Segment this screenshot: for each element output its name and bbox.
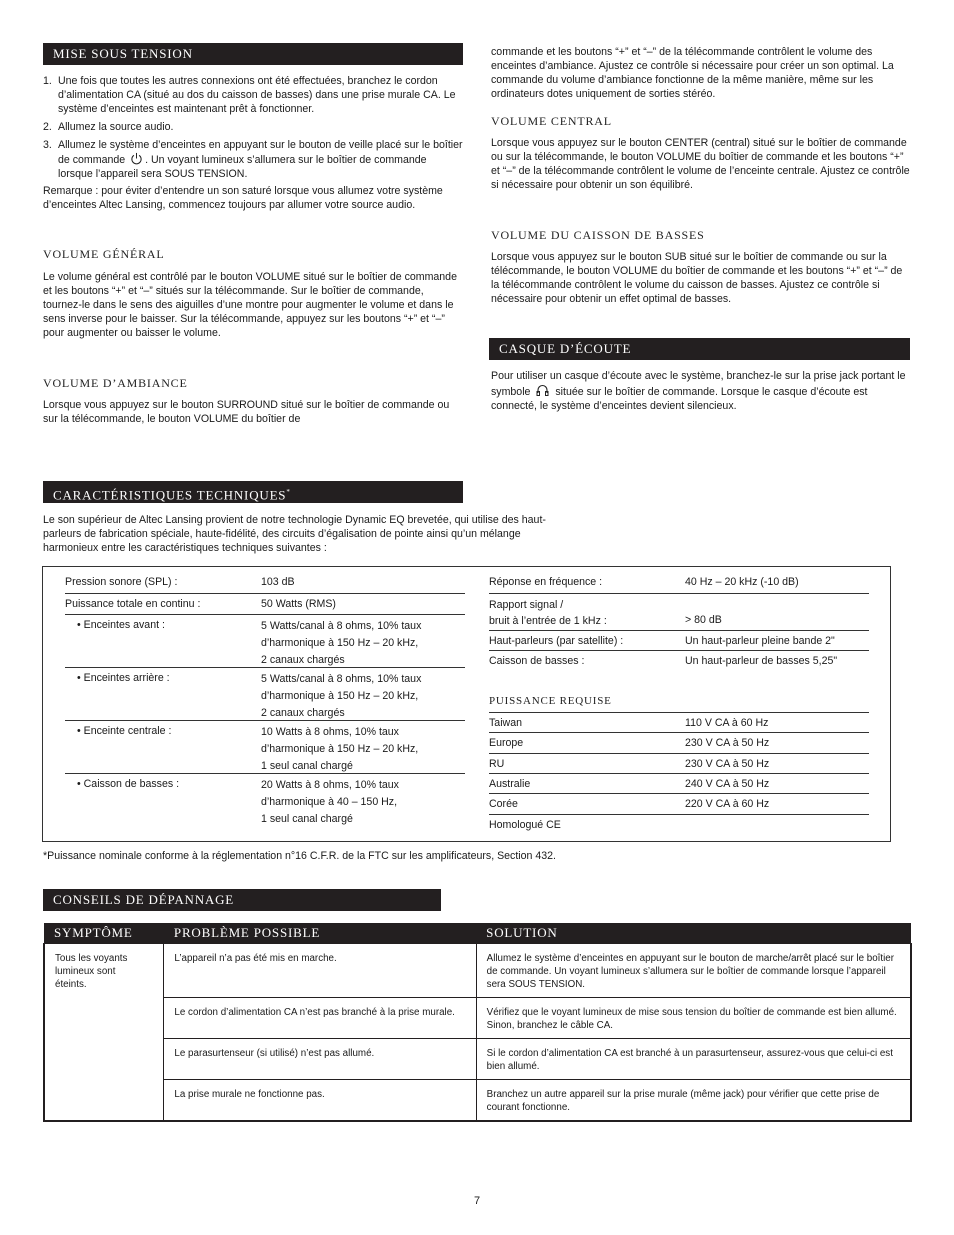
headphones-text: Pour utiliser un casque d’écoute avec le système, branchez-le sur la prise jack portant le symbole située sur le boîtier de commande. Lorsque le casque d’écoute est connecté, le système d’enceintes devient silencieux. [491, 370, 906, 412]
problem-cell: La prise murale ne fonctionne pas. [164, 1079, 476, 1121]
solution-column-header: SOLUTION [476, 923, 911, 943]
spec-row: • Enceintes avant : 5 Watts/canal à 8 ohms, 10% taux d’harmonique à 150 Hz – 20 kHz, 2 canaux chargés [65, 615, 465, 668]
spec-row: Pression sonore (SPL) : 103 dB [65, 572, 465, 594]
power-requirements-heading: PUISSANCE REQUISE [489, 695, 612, 707]
power-row: Taiwan 110 V CA à 60 Hz [489, 713, 869, 733]
spec-row: Réponse en fréquence : 40 Hz – 20 kHz (-10 dB) [489, 572, 869, 594]
specs-left-table [65, 572, 465, 834]
power-row: Corée 220 V CA à 60 Hz [489, 794, 869, 815]
center-volume-text: Lorsque vous appuyez sur le bouton CENTER (central) situé sur le boîtier de commande ou sur la télécommande, le bouton VOLUME du boîtier de commande et les boutons “+” et “–” de la télécommande contrôlent le volume de l’enceinte centrale. Ajustez ce contrôle si nécessaire pour obtenir un son équilibré. [491, 137, 910, 191]
spec-row: • Enceintes arrière : 5 Watts/canal à 8 ohms, 10% taux d’harmonique à 150 Hz – 20 kHz, 2 canaux chargés [65, 668, 465, 721]
specs-right-table [489, 572, 869, 834]
power-row: Homologué CE [489, 819, 561, 831]
headphones-icon [535, 383, 550, 397]
spec-row: Haut-parleurs (par satellite) : Un haut-parleur pleine bande 2" [489, 631, 869, 651]
page-number: 7 [473, 1195, 481, 1207]
specs-footnote: *Puissance nominale conforme à la réglementation n°16 C.F.R. de la FTC sur les amplificateurs, Section 432. [43, 850, 556, 862]
subwoofer-volume-text: Lorsque vous appuyez sur le bouton SUB situé sur le boîtier de commande ou sur la télécommande, le bouton VOLUME du boîtier de commande et les boutons “+” et “–” de la télécommande contrôlent le volume du caisson de basses. Ajustez ce contrôle si nécessaire pour obtenir un effet optimal de basses. [491, 251, 903, 305]
power-row: Europe 230 V CA à 50 Hz [489, 733, 869, 754]
symptom-column-header: SYMPTÔME [44, 923, 164, 943]
surround-volume-text-part1: Lorsque vous appuyez sur le bouton SURROUND situé sur le boîtier de commande ou sur la télécommande, le bouton VOLUME du boîtier de [43, 399, 450, 425]
specs-footnote-mark: * [286, 488, 291, 496]
table-row [44, 943, 911, 997]
power-on-heading: MISE SOUS TENSION [43, 43, 463, 65]
power-remark: Remarque : pour éviter d’entendre un son saturé lorsque vous allumez votre système d’enceintes Altec Lansing, commencez toujours par allumer votre source audio. [43, 185, 443, 211]
troubleshooting-table [43, 923, 912, 1122]
surround-volume-text-part2: commande et les boutons “+” et “–” de la télécommande contrôlent le volume des enceintes d’ambiance. Ajustez ce contrôle si nécessaire pour créer un son optimal. La commande du volume d’ambiance fonctionne de la même manière, même sur les ordinateurs dotes uniquement de sorties stéréo. [491, 46, 894, 100]
power-row: RU 230 V CA à 50 Hz [489, 754, 869, 774]
solution-cell: Vérifiez que le voyant lumineux de mise sous tension du boîtier de commande est bien allumé. Sinon, branchez le câble CA. [476, 997, 911, 1038]
spec-row: • Enceinte centrale : 10 Watts à 8 ohms, 10% taux d’harmonique à 150 Hz – 20 kHz, 1 seul canal chargé [65, 721, 465, 774]
table-row [44, 1038, 911, 1079]
table-row [44, 997, 911, 1038]
subwoofer-volume-heading: VOLUME DU CAISSON DE BASSES [491, 228, 705, 242]
problem-cell: L’appareil n’a pas été mis en marche. [164, 943, 476, 997]
spec-row: Caisson de basses : Un haut-parleur de basses 5,25" [489, 655, 838, 667]
troubleshooting-heading: CONSEILS DE DÉPANNAGE [43, 889, 441, 911]
power-step-1: 1. Une fois que toutes les autres connexions ont été effectuées, branchez le cordon d’alimentation CA (situé au dos du caisson de basses) dans une prise murale CA. Le système d’enceintes est maintenant prêt à fonctionner. [43, 75, 456, 115]
master-volume-heading: VOLUME GÉNÉRAL [43, 247, 165, 261]
symptom-cell: Tous les voyants lumineux sont éteints. [44, 943, 164, 1121]
table-row [44, 1079, 911, 1121]
master-volume-text: Le volume général est contrôlé par le bouton VOLUME situé sur le boîtier de commande et les boutons “+” et “–” situés sur la télécommande. Sur le boîtier de commande, tournez-le dans le sens des aiguilles d’une montre pour augmenter le volume et dans le sens inverse pour le baisser. Sur la télécommande, appuyez sur les boutons “+” et “–” pour augmenter ou baisser le volume. [43, 271, 457, 339]
specs-heading: CARACTÉRISTIQUES TECHNIQUES* [43, 481, 463, 503]
problem-column-header: PROBLÈME POSSIBLE [164, 923, 476, 943]
spec-row: Rapport signal / bruit à l’entrée de 1 kHz : > 80 dB [489, 594, 869, 631]
specs-box [42, 566, 891, 842]
headphones-heading: CASQUE D’ÉCOUTE [489, 338, 910, 360]
standby-power-icon [130, 152, 143, 165]
problem-cell: Le cordon d’alimentation CA n’est pas branché à la prise murale. [164, 997, 476, 1038]
power-step-3: 3. Allumez le système d’enceintes en appuyant sur le bouton de veille placé sur le boîtier de commande . Un voyant lumineux s’allumera sur le boîtier de commande lorsque l’appareil sera SOUS TENSION. [43, 139, 463, 180]
spec-row: • Caisson de basses : 20 Watts à 8 ohms, 10% taux d’harmonique à 40 – 150 Hz, 1 seul canal chargé [77, 778, 399, 825]
power-step-2: 2. Allumez la source audio. [43, 121, 174, 133]
power-on-steps [43, 74, 463, 185]
problem-cell: Le parasurtenseur (si utilisé) n’est pas allumé. [164, 1038, 476, 1079]
solution-cell: Branchez un autre appareil sur la prise murale (même jack) pour vérifier que cette prise de courant fonctionne. [476, 1079, 911, 1121]
center-volume-heading: VOLUME CENTRAL [491, 114, 612, 128]
power-row: Australie 240 V CA à 50 Hz [489, 774, 869, 794]
specs-intro: Le son supérieur de Altec Lansing provient de notre technologie Dynamic EQ brevetée, qui utilise des haut-parleurs de fabrication spéciale, haute-fidélité, des circuits d’égalisation de pointe ainsi qu’un mélange harmonieux entre les caractéristiques techniques suivantes : [43, 514, 546, 554]
solution-cell: Allumez le système d’enceintes en appuyant sur le bouton de marche/arrêt placé sur le boîtier de commande. Un voyant lumineux s’allumera sur le boîtier de commande lorsque l’appareil sera SOUS TENSION. [476, 943, 911, 997]
solution-cell: Si le cordon d’alimentation CA est branché à un parasurtenseur, assurez-vous que celui-ci est bien allumé. [476, 1038, 911, 1079]
surround-volume-heading: VOLUME D’AMBIANCE [43, 376, 188, 390]
spec-row: Puissance totale en continu : 50 Watts (RMS) [65, 594, 465, 615]
